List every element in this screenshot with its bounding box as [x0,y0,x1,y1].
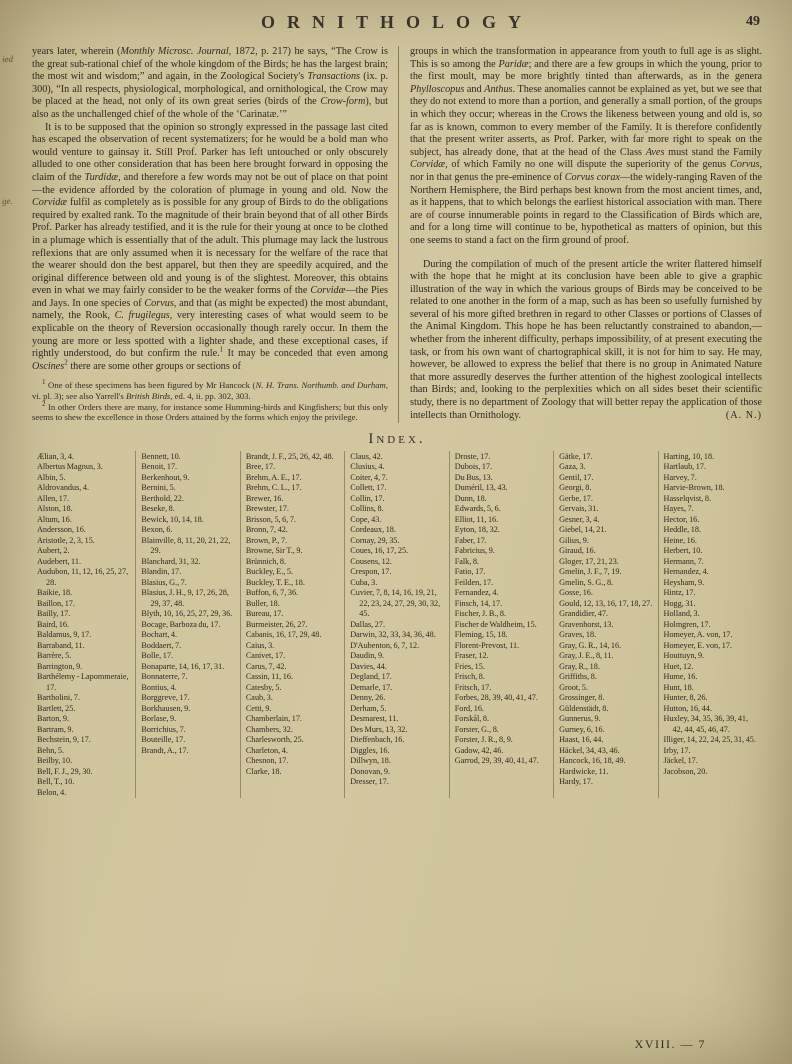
index-entry: Cordeaux, 18. [350,525,396,535]
index-entry: D'Aubenton, 6, 7, 12. [350,640,420,650]
index-entry: Boddaert, 7. [141,640,182,650]
index-entry: Ælian, 3, 4. [37,451,74,461]
index-entry: Beilby, 10. [37,756,73,766]
index-entry: Cousens, 12. [350,556,392,566]
index-entry: Gmelin, J. F., 7, 19. [559,567,622,577]
page-number: 49 [746,14,760,29]
index-entry: Caub, 3. [245,693,273,703]
index-entry: Bureau, 17. [245,609,284,619]
index-entry: Fraser, 12. [454,651,489,661]
index-entry: Hogg, 31. [663,598,696,608]
index-entry: Illiger, 14, 22, 24, 25, 31, 45. [663,735,756,745]
index-entry: Bonaparte, 14, 16, 17, 31. [141,661,225,671]
index-entry: Blasius, G., 7. [141,577,187,587]
index-entry: Chamberlain, 17. [245,714,302,724]
index-entry: Aldrovandus, 4. [37,483,90,493]
index-entry: Holmgren, 17. [663,619,711,629]
index-entry: Giraud, 16. [559,546,596,556]
footnote: $^1$ One of these specimens has been figured by Mr Hancock (N. H. Trans. Northumb. and Durham, vi. pl. 3); see also Yarrell's British Birds, ed. 4, ii. pp. 302, 303. [32,378,388,402]
index-entry: Gray, R., 18. [559,661,600,671]
index-entry: Hintz, 17. [663,588,696,598]
index-entry: Alston, 18. [37,504,73,514]
index-entry: Florent-Prevost, 11. [454,640,520,650]
index-entry: Hardy, 17. [559,777,593,787]
index-entry: Aubert, 2. [37,546,70,556]
index-entry: Hernandez, 4. [663,567,709,577]
index-entry: Bailly, 17. [37,609,71,619]
index-entry: Gerbe, 17. [559,493,593,503]
index-entry: Forster, G., 8. [454,724,499,734]
index-entry: Beseke, 8. [141,504,175,514]
index-entry: Gray, G. R., 14, 16. [559,640,622,650]
index-entry: Albin, 5. [37,472,66,482]
index-entry: Blainville, 8, 11, 20, 21, 22, 29. [141,535,231,556]
index-entry: Harvey, 7. [663,472,697,482]
right-column [398,46,762,423]
index-entry: Donovan, 9. [350,766,391,776]
index-entry: Brandt, A., 17. [141,745,189,755]
index-entry: Gloger, 17, 21, 23. [559,556,619,566]
index-entry: Coues, 16, 17, 25. [350,546,409,556]
index-entry: Homeyer, A. von, 17. [663,630,733,640]
index-entry: Behn, 5. [37,745,65,755]
index-entry: Fischer, J. B., 8. [454,609,507,619]
index-entry: Cope, 43. [350,514,382,524]
page-title: ORNITHOLOGY [260,12,534,32]
index-entry: Demarle, 17. [350,682,393,692]
index-section [32,431,762,799]
index-entry: Desmarest, 11. [350,714,399,724]
index-entry: Cabanis, 16, 17, 29, 48. [245,630,322,640]
index-entry: Hermann, 7. [663,556,704,566]
index-entry: Barthélemy - Lapommeraie, 17. [37,672,129,692]
index-entry: Falk, 8. [454,556,479,566]
index-entry: Clarke, 18. [245,766,282,776]
index-entry: Gätke, 17. [559,451,593,461]
index-entry: Feilden, 17. [454,577,494,587]
index-columns [32,451,762,799]
index-entry: Barrère, 5. [37,651,72,661]
index-entry: Huet, 12. [663,661,694,671]
index-entry: Bree, 17. [245,462,276,472]
index-entry: Borlase, 9. [141,714,177,724]
right-paragraphs [410,46,762,422]
index-entry: Fernandez, 4. [454,588,499,598]
index-entry: Hunter, 8, 26. [663,693,708,703]
paragraph: During the compilation of much of the present article the writer flattered himself with the hope that he might at its conclusion have been able to give a graphic illustration of the way in which the various groups of Birds may be conceived to be related to one another in the form of a map, such as has been so usefully furnished by several of his more gifted brethren in regard to other Classes or portions of Classes of the Animal Kingdom. This hope he has been reluctantly constrained to abandon,—whether from the inherent difficulty, perhaps impossibility, of at present executing the task, or from his own want of chartographical skill, it is not for him to say. He may, however, be allowed to express the belief that there is no group in Animated Nature that more assuredly deserves the further attention of the highest zoological intellects than Birds; and, looking to the perplexities which on all sides beset their scientific study, there is no department of Zoology that will better repay the application of those intellects than Ornithology. (A. N.) [410,258,762,421]
index-entry: Hasselqvist, 8. [663,493,712,503]
signature-mark: XVIII. — 7 [634,1037,706,1051]
index-entry: Brown, P., 7. [245,535,288,545]
index-entry: Cornay, 29, 35. [350,535,400,545]
index-entry: Forskål, 8. [454,714,489,724]
index-entry: Brewer, 16. [245,493,284,503]
index-entry: Dieffenbach, 16. [350,735,405,745]
index-entry: Audubon, 11, 12, 16, 25, 27, 28. [37,567,129,587]
index-entry: Herbert, 10. [663,546,703,556]
index-entry: Grossinger, 8. [559,693,605,703]
index-entry: Gesner, 3, 4. [559,514,600,524]
index-entry: Jäckel, 17. [663,756,698,766]
index-entry: Buckley, E., 5. [245,567,293,577]
index-entry: Graves, 18. [559,630,597,640]
index-entry: Haast, 16, 44. [559,735,604,745]
index-entry: Gravenhorst, 13. [559,619,614,629]
paragraph: groups in which the transformation in appearance from youth to full age is as slight. This is so among the Paridæ; and there are a few groups in which the young, prior to the first moult, may be more brightly tinted than afterwards, as in the genera Phylloscopus and Anthus. These anomalies cannot be explained as yet, but we see that they do not extend to more than a portion, and generally a small portion, of the groups in which they occur; whereas in the Crows the likeness between young and old is, so far as is known, common to every member of the Family. It is therefore confidently that the present writer asserts, as Prof. Parker, with far more right to speak on the subject, has already done, that at the head of the Class Aves must stand the Family Corvidæ, of which Family no one will dispute the superiority of the genus Corvus, nor in that genus the pre-eminence of Corvus corax—the widely-ranging Raven of the Northern Hemisphere, the Bird perhaps best known from the most ancient times, and, as it happens, that to which belongs the earliest historical association with man. There are of course innumerable points in regard to the Classification of Birds which are, and for a long time will continue to be, hypothetical as matters of opinion, but this one seems to stand a fact on the firm ground of proof. [410,46,763,246]
index-entry: Bexon, 6. [141,525,173,535]
index-entry: Allen, 17. [37,493,70,503]
index-column-2 [136,451,240,799]
index-entry: Berthold, 22. [141,493,184,503]
index-column-1 [32,451,136,799]
index-entry: Forbes, 28, 39, 40, 41, 47. [454,693,538,703]
index-entry: Frisch, 8. [454,672,485,682]
index-entry: Heysham, 9. [663,577,705,587]
index-entry: Ford, 16. [454,703,484,713]
index-entry: Bartlett, 25. [37,703,76,713]
index-entry: Canivet, 17. [245,651,286,661]
index-entry: Buckley, T. E., 18. [245,577,305,587]
index-entry: Gaza, 3. [559,462,586,472]
index-entry: Irby, 17. [663,745,691,755]
index-entry: Charleton, 4. [245,745,288,755]
footnotes [32,380,388,422]
index-entry: Garrod, 29, 39, 40, 41, 47. [454,756,539,766]
index-entry: Häckel, 34, 43, 46. [559,745,620,755]
index-entry: Bartram, 9. [37,724,74,734]
index-entry: Georgi, 8. [559,483,592,493]
index-entry: Droste, 17. [454,451,491,461]
index-entry: Bennett, 10. [141,451,181,461]
index-entry: Dallas, 27. [350,619,386,629]
index-entry: Collins, 8. [350,504,384,514]
index-column-6 [554,451,658,799]
index-entry: Faber, 17. [454,535,487,545]
index-entry: Hector, 16. [663,514,700,524]
index-entry: Hardwicke, 11. [559,766,609,776]
article-body [32,46,762,423]
index-entry: Baldamus, 9, 17. [37,630,92,640]
index-entry: Holland, 3. [663,609,700,619]
index-entry: Gilius, 9. [559,535,589,545]
index-entry: Heine, 16. [663,535,697,545]
index-entry: Brewster, 17. [245,504,289,514]
index-entry: Elliot, 11, 16. [454,514,499,524]
margin-note: ge. [1,195,13,207]
footnote: $^2$ In other Orders there are many, for instance some Humming-birds and Kingfishers; but this only seems to shew the excellence in those Orders attained by the forms which enjoy the privilege. [32,399,388,423]
index-entry: Fischer de Waldheim, 15. [454,619,537,629]
index-entry: Blyth, 10, 16, 25, 27, 29, 36. [141,609,233,619]
index-entry: Brünnich, 8. [245,556,287,566]
index-entry: Fritsch, 17. [454,682,492,692]
index-entry: Barrington, 9. [37,661,83,671]
index-entry: Darwin, 32, 33, 34, 36, 48. [350,630,436,640]
index-entry: Gurney, 6, 16. [559,724,605,734]
index-entry: Browne, Sir T., 9. [245,546,303,556]
index-entry: Daudin, 9. [350,651,385,661]
index-entry: Duméril, 13, 43. [454,483,508,493]
index-entry: Bartholini, 7. [37,693,80,703]
index-entry: Harting, 10, 18. [663,451,715,461]
index-entry: Fries, 15. [454,661,485,671]
index-entry: Fabricius, 9. [454,546,495,556]
index-entry: Dillwyn, 18. [350,756,391,766]
index-entry: Des Murs, 13, 32. [350,724,408,734]
index-title: Index. [368,430,426,447]
index-entry: Caius, 3. [245,640,275,650]
index-entry: Gunnerus, 9. [559,714,601,724]
left-paragraphs [32,46,388,373]
index-column-4 [345,451,449,799]
index-entry: Bochart, 4. [141,630,178,640]
index-entry: Coiter, 4, 7. [350,472,388,482]
index-entry: Andersson, 16. [37,525,86,535]
index-entry: Burmeister, 26, 27. [245,619,308,629]
index-entry: Charlesworth, 25. [245,735,304,745]
index-entry: Fatio, 17. [454,567,486,577]
index-entry: Griffiths, 8. [559,672,597,682]
index-entry: Brehm, C. L., 17. [245,483,302,493]
index-entry: Aristotle, 2, 3, 15. [37,535,95,545]
index-column-5 [450,451,554,799]
index-entry: Chesnon, 17. [245,756,289,766]
margin-note: ied [1,53,14,65]
index-entry: Gmelin, S. G., 8. [559,577,614,587]
index-entry: Cuba, 3. [350,577,378,587]
index-entry: Eyton, 18, 32. [454,525,500,535]
running-head [32,12,762,40]
index-entry: Hartlaub, 17. [663,462,707,472]
index-entry: Edwards, 5, 6. [454,504,501,514]
index-entry: Homeyer, E. von, 17. [663,640,732,650]
index-entry: Heddle, 18. [663,525,702,535]
index-entry: Buffon, 6, 7, 36. [245,588,299,598]
index-entry: Gadow, 42, 46. [454,745,504,755]
paragraph: It is to be supposed that the opinion so strongly expressed in the passage last cited has escaped the observation of recent systematizers; for he would be a bold man who would venture to gainsay it. Still Prof. Parker has left untouched or only obscurely alluded to one other consideration that has been here brought forward in opposing the claim of the Turdidæ, and therefore a few words may not be out of place on that point—the evidence afforded by the coloration of plumage in young and old. Now the Corvidæ fulfil as completely as is possible for any group of Birds to do the obligations required by exalted rank. To the magnitude of their brain beyond that of all other Birds Prof. Parker has already testified, and it is the rule for their young at once to be clothed in a plumage which is essentially that of the adult. This plumage may lack the lustrous reflexions that are only assumed when it is necessary for the welfare of the race that the wearer should don the best apparel, but then they are speedily acquired, and the original difference between old and young is of the slightest. Moreover, this obtains even in what we may fairly consider to be the weaker forms of the Corvidæ—the Pies and Jays. In one species of Corvus, and that (as might be expected) the most abundant, namely, the Rook, C. frugilegus, very interesting cases of what would seem to be explicable on the theory of Reversion occasionally though rarely occur. In them the young are more or less spotted with a lighter shade, and these exceptional cases, if rightly understood, do but confirm the rule.$^1$ It may be conceded that even among Oscines$^2$ there are some other groups or sections of [32,121,389,372]
index-entry: Bernini, 5. [141,483,176,493]
index-entry: Carus, 7, 42. [245,661,287,671]
index-entry: Hancock, 16, 18, 49. [559,756,626,766]
index-entry: Altum, 16. [37,514,72,524]
index-entry: Brisson, 5, 6, 7. [245,514,296,524]
index-entry: Audebert, 11. [37,556,81,566]
index-entry: Chambers, 32. [245,724,293,734]
index-entry: Berkenhout, 9. [141,472,190,482]
index-column-3 [241,451,345,799]
index-entry: Hunt, 18. [663,682,694,692]
index-entry: Crespon, 17. [350,567,392,577]
index-entry: Bewick, 10, 14, 18. [141,514,204,524]
index-entry: Huxley, 34, 35, 36, 39, 41, 42, 44, 45, 46, 47. [663,714,749,734]
index-entry: Bontius, 4. [141,682,177,692]
index-entry: Belon, 4. [37,787,67,797]
index-entry: Diggles, 16. [350,745,390,755]
index-entry: Giebel, 14, 21. [559,525,607,535]
index-entry: Fleming, 15, 18. [454,630,508,640]
index-entry: Borkhausen, 9. [141,703,191,713]
index-entry: Gould, 12, 13, 16, 17, 18, 27. [559,598,653,608]
index-entry: Dunn, 18. [454,493,487,503]
index-entry: Hume, 16. [663,672,698,682]
index-entry: Blasius, J. H., 9, 17, 26, 28, 29, 37, 48. [141,588,229,608]
index-entry: Bocage, Barboza du, 17. [141,619,221,629]
index-entry: Du Bus, 13. [454,472,493,482]
index-entry: Groot, 5. [559,682,588,692]
index-entry: Collin, 17. [350,493,385,503]
index-entry: Cassin, 11, 16. [245,672,293,682]
index-entry: Catesby, 5. [245,682,282,692]
index-entry: Baillon, 17. [37,598,75,608]
index-entry: Albertus Magnus, 3. [37,462,103,472]
index-entry: Baird, 16. [37,619,70,629]
index-entry: Benoit, 17. [141,462,178,472]
index-entry: Dresser, 17. [350,777,389,787]
index-entry: Brehm, A. E., 17. [245,472,302,482]
index-entry: Bolle, 17. [141,651,173,661]
index-entry: Forster, J. R., 8, 9. [454,735,513,745]
index-entry: Cetti, 9. [245,703,272,713]
index-entry: Barton, 9. [37,714,70,724]
index-entry: Claus, 42. [350,451,383,461]
left-column [32,46,398,423]
index-entry: Bouteille, 17. [141,735,186,745]
index-entry: Borrichius, 7. [141,724,186,734]
index-entry: Güldenstädt, 8. [559,703,609,713]
index-entry: Buller, 18. [245,598,280,608]
index-entry: Gervais, 31. [559,504,599,514]
index-entry: Clusius, 4. [350,462,385,472]
index-entry: Gosse, 16. [559,588,593,598]
index-entry: Degland, 17. [350,672,392,682]
index-entry: Bonnaterre, 7. [141,672,188,682]
index-entry: Davies, 44. [350,661,387,671]
index-entry: Brandt, J. F., 25, 26, 42, 48. [245,451,334,461]
index-entry: Derham, 5. [350,703,387,713]
index-entry: Bell, F. J., 29, 30. [37,766,93,776]
index-entry: Blanchard, 31, 32. [141,556,201,566]
index-entry: Bell, T., 10. [37,777,75,787]
index-entry: Hayes, 7. [663,504,694,514]
index-entry: Jacobson, 20. [663,766,708,776]
index-entry: Houttuyn, 9. [663,651,705,661]
index-entry: Blandin, 17. [141,567,182,577]
index-entry: Cuvier, 7, 8, 14, 16, 19, 21, 22, 23, 24, 27, 29, 30, 32, 45. [350,588,441,619]
index-entry: Borggreve, 17. [141,693,190,703]
index-entry: Bronn, 7, 42. [245,525,288,535]
index-entry: Gentil, 17. [559,472,594,482]
index-entry: Gray, J. E., 8, 11. [559,651,614,661]
index-entry: Barraband, 11. [37,640,85,650]
index-entry: Harvie-Brown, 18. [663,483,725,493]
index-entry: Denny, 26. [350,693,386,703]
index-entry: Bechstein, 9, 17. [37,735,91,745]
paragraph: years later, wherein (Monthly Microsc. Journal, 1872, p. 217) he says, “The Crow is the great sub-rational chief of the whole kingdom of the Birds; he has the largest brain; the most wit and wisdom;” and again, in the Zoological Society's Transactions (ix. p. 300), “In all respects, physiological, morphological, and ornithological, the Crow may be placed at the head, not only of its own great series (birds of the Crow-form), but also as the unchallenged chief of the whole of the ‘Carinatæ.’” [32,46,388,120]
index-entry: Baikie, 18. [37,588,73,598]
index-entry: Hutton, 16, 44. [663,703,712,713]
index-entry: Finsch, 14, 17. [454,598,503,608]
index-column-7 [659,451,762,799]
index-entry: Collett, 17. [350,483,387,493]
index-entry: Grandidier, 47. [559,609,609,619]
index-entry: Dubois, 17. [454,462,493,472]
